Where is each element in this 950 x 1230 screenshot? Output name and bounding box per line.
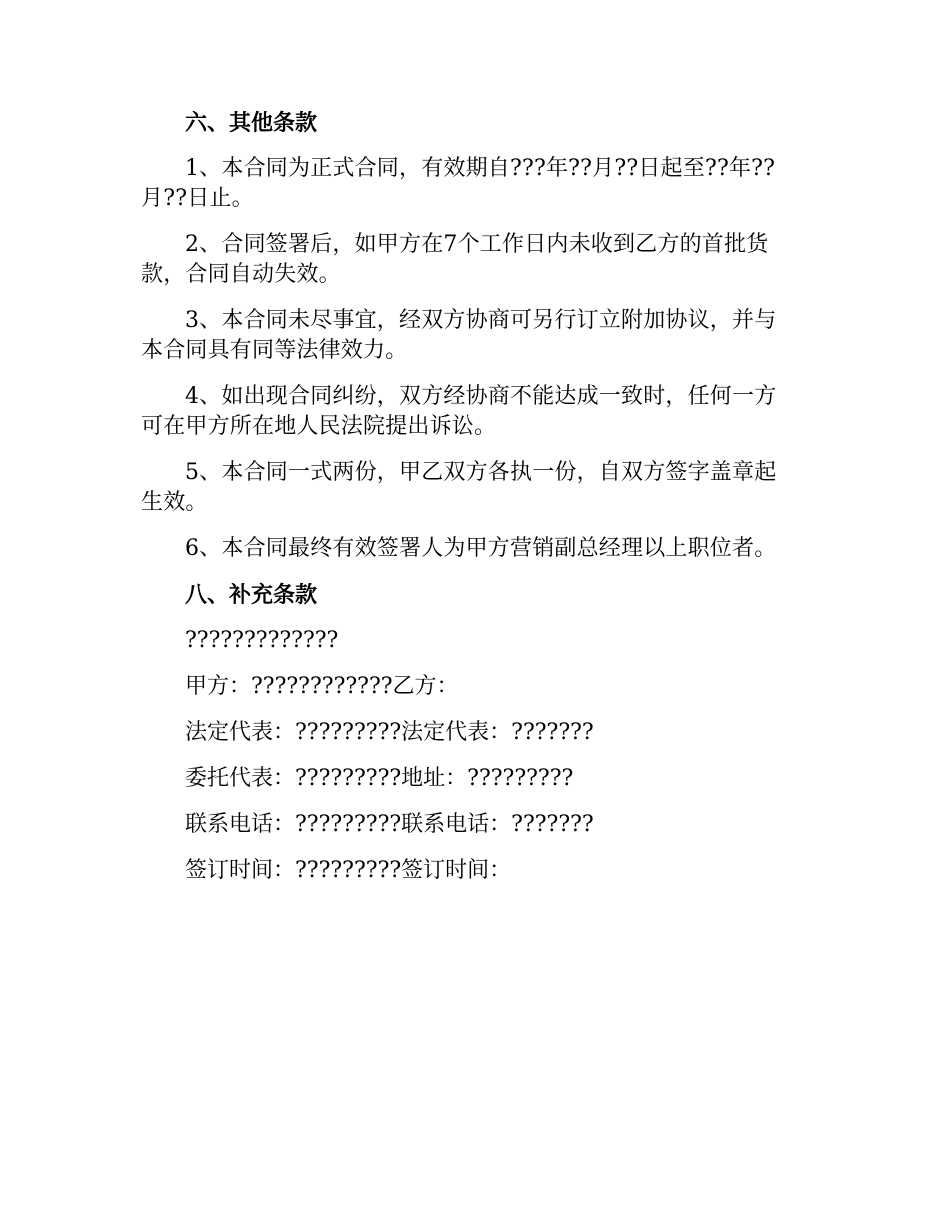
signature-line-phone: 联系电话：?????????联系电话：??????? bbox=[185, 812, 594, 837]
section-heading-other-terms: 六、其他条款 bbox=[185, 110, 318, 136]
clause-3: 3、本合同未尽事宜，经双方协商可另行订立附加协议，并与本合同具有同等法律效力。 bbox=[141, 308, 777, 363]
clause-1: 1、本合同为正式合同，有效期自???年??月??日起至??年??月??日止。 bbox=[141, 156, 776, 211]
signature-line-party: 甲方：????????????乙方： bbox=[185, 674, 459, 699]
clause-4: 4、如出现合同纠纷，双方经协商不能达成一致时，任何一方可在甲方所在地人民法院提出诉讼。 bbox=[141, 384, 777, 439]
signature-line-agent-address: 委托代表：?????????地址：????????? bbox=[185, 766, 574, 791]
clause-5: 5、本合同一式两份，甲乙双方各执一份，自双方签字盖章起生效。 bbox=[141, 460, 777, 515]
signature-line-legal-rep: 法定代表：?????????法定代表：??????? bbox=[185, 720, 594, 745]
signature-line-date: 签订时间：?????????签订时间： bbox=[185, 858, 512, 883]
clause-2: 2、合同签署后，如甲方在7个工作日内未收到乙方的首批货款，合同自动失效。 bbox=[141, 232, 769, 287]
document-content bbox=[141, 108, 796, 886]
section-heading-supplementary-terms: 八、补充条款 bbox=[185, 582, 318, 608]
clause-6: 6、本合同最终有效签署人为甲方营销副总经理以上职位者。 bbox=[185, 536, 777, 561]
supplementary-placeholder: ????????????? bbox=[185, 628, 339, 653]
